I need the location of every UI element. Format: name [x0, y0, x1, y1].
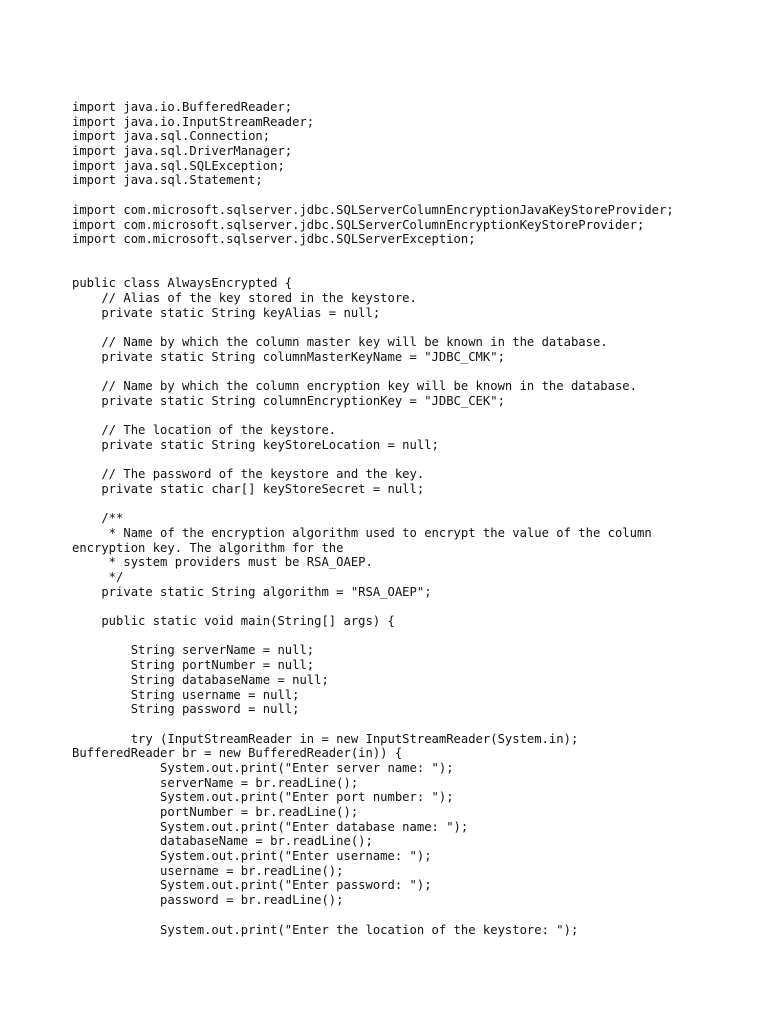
code-line: System.out.print("Enter server name: ");	[72, 760, 454, 775]
code-line: import com.microsoft.sqlserver.jdbc.SQLServerColumnEncryptionJavaKeyStoreProvider;	[72, 202, 674, 217]
code-line: public static void main(String[] args) {	[72, 614, 395, 629]
code-line: * Name of the encryption algorithm used to encrypt the value of the column	[72, 525, 652, 540]
code-line: public class AlwaysEncrypted {	[72, 276, 293, 291]
code-line	[72, 629, 752, 644]
code-listing	[72, 100, 752, 937]
code-line: // Alias of the key stored in the keystore.	[72, 290, 417, 305]
code-line: * system providers must be RSA_OAEP.	[72, 555, 373, 570]
code-line: System.out.print("Enter database name: ");	[72, 819, 469, 834]
code-line: serverName = br.readLine();	[72, 775, 359, 790]
code-line: String serverName = null;	[72, 643, 315, 658]
code-line: String databaseName = null;	[72, 672, 329, 687]
code-line: import java.sql.DriverManager;	[72, 144, 293, 159]
code-line	[72, 364, 752, 379]
code-line: import java.io.InputStreamReader;	[72, 114, 315, 129]
code-line	[72, 320, 752, 335]
code-line: import com.microsoft.sqlserver.jdbc.SQLServerException;	[72, 232, 476, 247]
code-line: String password = null;	[72, 702, 300, 717]
code-line: import java.sql.SQLException;	[72, 158, 285, 173]
code-line: String portNumber = null;	[72, 658, 315, 673]
code-line: // The location of the keystore.	[72, 423, 337, 438]
code-line: databaseName = br.readLine();	[72, 834, 373, 849]
code-line: private static String keyStoreLocation = null;	[72, 437, 439, 452]
code-line: BufferedReader br = new BufferedReader(in)) {	[72, 746, 403, 761]
code-line	[72, 599, 752, 614]
code-line: encryption key. The algorithm for the	[72, 540, 344, 555]
code-line	[72, 247, 752, 262]
code-line: portNumber = br.readLine();	[72, 805, 359, 819]
code-line: System.out.print("Enter username: ");	[72, 849, 432, 864]
code-line: System.out.print("Enter port number: ");	[72, 790, 454, 805]
code-line	[72, 908, 752, 923]
code-line: import java.sql.Statement;	[72, 173, 263, 188]
code-line	[72, 408, 752, 423]
code-line	[72, 453, 752, 468]
code-line	[72, 188, 752, 203]
code-line: private static String algorithm = "RSA_OAEP";	[72, 584, 432, 599]
code-line: private static String keyAlias = null;	[72, 305, 381, 320]
code-line: /**	[72, 511, 124, 526]
code-line	[72, 717, 752, 732]
code-line	[72, 497, 752, 512]
code-line: import java.io.BufferedReader;	[72, 100, 293, 114]
code-line: username = br.readLine();	[72, 863, 344, 878]
code-line: // Name by which the column master key will be known in the database.	[72, 335, 608, 349]
code-line: import java.sql.Connection;	[72, 129, 271, 144]
code-line: try (InputStreamReader in = new InputStreamReader(System.in);	[72, 731, 579, 746]
code-line: private static String columnMasterKeyName = "JDBC_CMK";	[72, 349, 505, 364]
code-line: System.out.print("Enter the location of the keystore: ");	[72, 922, 579, 937]
code-line: */	[72, 570, 124, 584]
code-line: private static char[] keyStoreSecret = null;	[72, 481, 425, 496]
code-line: private static String columnEncryptionKey = "JDBC_CEK";	[72, 393, 505, 408]
code-line: // Name by which the column encryption key will be known in the database.	[72, 379, 637, 394]
code-line: import com.microsoft.sqlserver.jdbc.SQLServerColumnEncryptionKeyStoreProvider;	[72, 217, 645, 232]
code-line: String username = null;	[72, 687, 300, 702]
code-line: password = br.readLine();	[72, 893, 344, 908]
code-line: // The password of the keystore and the key.	[72, 467, 425, 482]
code-line	[72, 262, 752, 277]
code-line: System.out.print("Enter password: ");	[72, 878, 432, 893]
